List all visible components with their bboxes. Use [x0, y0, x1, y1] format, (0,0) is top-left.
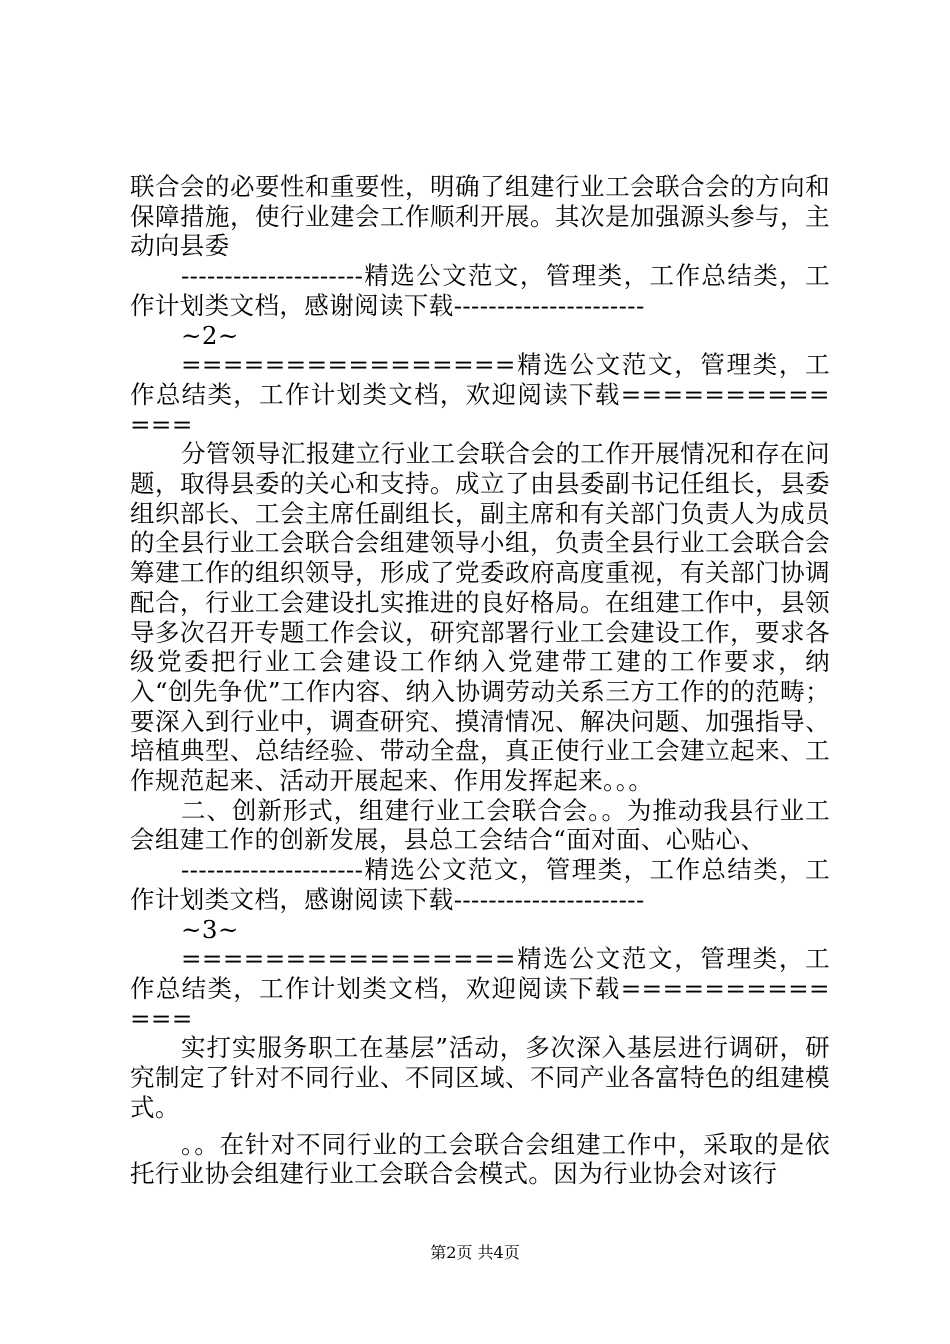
page-marker: ~3~: [181, 914, 239, 944]
paragraph-leadership: 分管领导汇报建立行业工会联合会的工作开展情况和存在问题，取得县委的关心和支持。成立了由县委副书记任组长，县委组织部长、工会主席任副组长，副主席和有关部门负责人为成员的全县行业工会联合会组建领导小组，负责全县行业工会联合会筹建工作的组织领导，形成了党委政府高度重视，有关部门协调配合，行业工会建设扎实推进的良好格局。在组建工作中，县领导多次召开专题工作会议，研究部署行业工会建设工作，要求各级党委把行业工会建设工作纳入党建带工建的工作要求，纳入“创先争优”工作内容、纳入协调劳动关系三方工作的的范畴；要深入到行业中，调查研究、摸清情况、解决问题、加强指导、培植典型、总结经验、带动全盘，真正使行业工会建立起来、工作规范起来、活动开展起来、作用发挥起来。。。: [130, 439, 830, 796]
paragraph-section-two: 二、创新形式，组建行业工会联合会。。为推动我县行业工会组建工作的创新发展，县总工会结合“面对面、心贴心、: [130, 795, 830, 855]
separator-dash-line: ---------------------精选公文范文，管理类，工作总结类，工作计划类文档，感谢阅读下载----------------------: [130, 261, 830, 320]
separator-equals-line: ================精选公文范文，管理类，工作总结类，工作计划类文档，欢迎阅读下载=============: [130, 350, 830, 439]
page-marker: ~2~: [181, 320, 239, 350]
document-body: [130, 172, 830, 1189]
paragraph-industry-model: 。。在针对不同行业的工会联合会组建工作中，采取的是依托行业协会组建行业工会联合会模式。因为行业协会对该行: [130, 1129, 830, 1189]
separator-equals-line: ================精选公文范文，管理类，工作总结类，工作计划类文档，欢迎阅读下载=============: [130, 944, 830, 1033]
page-footer: 第2页 共4页: [430, 1243, 520, 1262]
paragraph-service: 实打实服务职工在基层”活动，多次深入基层进行调研，研究制定了针对不同行业、不同区域、不同产业各富特色的组建模式。: [130, 1033, 830, 1122]
separator-dash-line: ---------------------精选公文范文，管理类，工作总结类，工作计划类文档，感谢阅读下载----------------------: [130, 855, 830, 914]
paragraph-continuation: 联合会的必要性和重要性，明确了组建行业工会联合会的方向和保障措施，使行业建会工作顺利开展。其次是加强源头参与，主动向县委: [130, 172, 830, 261]
